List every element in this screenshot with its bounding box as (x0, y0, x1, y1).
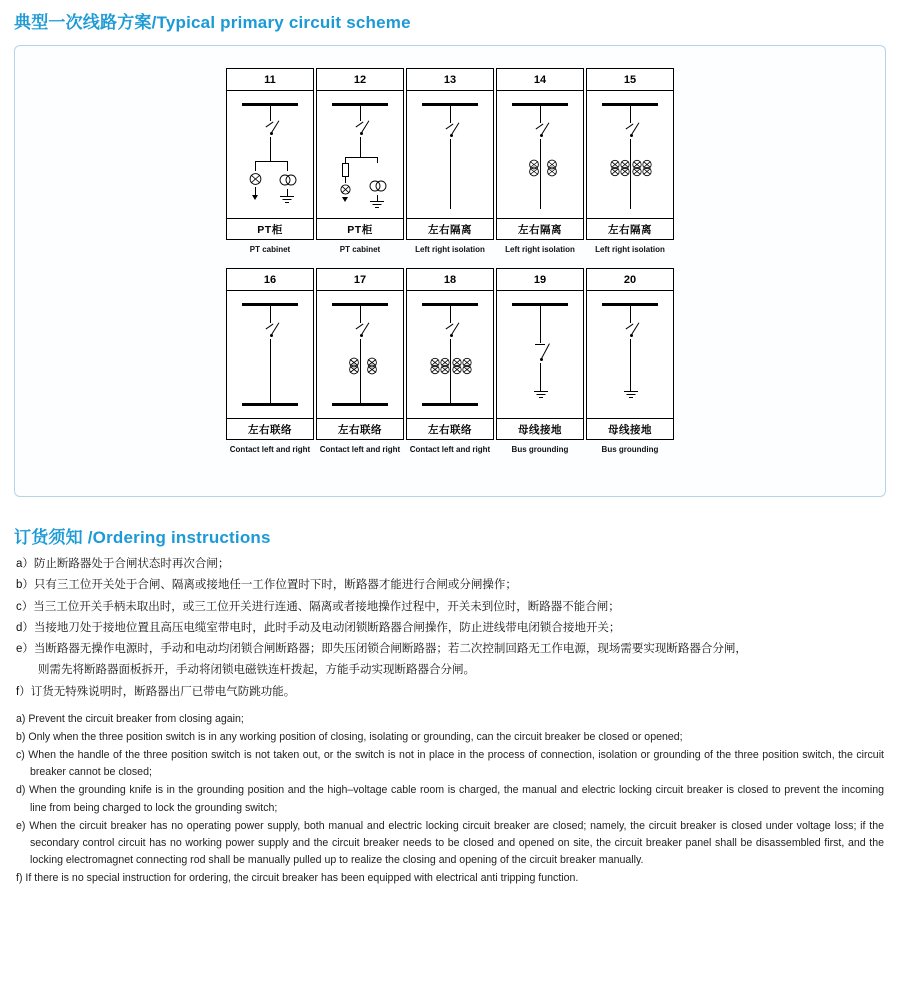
scheme-row (226, 68, 674, 258)
cell-label-cn: 母线接地 (496, 418, 584, 440)
item-text: 订货无特殊说明时，断路器出厂已带电气防跳功能。 (30, 685, 296, 698)
cell-diagram-pt-fuse (316, 90, 404, 218)
cell-diagram-iso-ct4 (586, 90, 674, 218)
cell-label-cn: 左右隔离 (406, 218, 494, 240)
ordering-en-item: f) If there is no special instruction for ordering, the circuit breaker has been equipped with electrical anti tripping function. (16, 872, 579, 885)
cell-diagram-bus-gnd-a (496, 290, 584, 418)
cell-number: 14 (496, 68, 584, 90)
cell-label-en: Contact left and right (319, 444, 401, 454)
scheme-cell (496, 268, 584, 458)
ordering-en-item: d) When the grounding knife is in the grounding position and the high–voltage cable room is charged, the manual and electric locking circuit breaker is closed to prevent the incoming line from being charged to lock the grounding switch; (16, 784, 884, 814)
scheme-cell (406, 68, 494, 258)
scheme-cell (406, 268, 494, 458)
scheme-cell (586, 68, 674, 258)
cell-diagram-iso-ct2 (496, 90, 584, 218)
scheme-cell (226, 68, 314, 258)
cell-label-en: Bus grounding (511, 444, 569, 454)
item-text: 当三工位开关手柄未取出时，或三工位开关进行连通、隔离或者接地操作过程中，开关未到位时，断路器不能合闸； (33, 600, 620, 613)
cell-label-en: PT cabinet (339, 244, 381, 254)
cell-diagram-bus-gnd-b (586, 290, 674, 418)
cell-number: 15 (586, 68, 674, 90)
ordering-cn-item (16, 554, 884, 575)
item-text: 防止断路器处于合闸状态时再次合闸； (33, 558, 230, 570)
cell-diagram-link-single (226, 290, 314, 418)
item-marker: a） (16, 558, 34, 570)
scheme-cell (316, 268, 404, 458)
cell-label-cn: 左右联络 (406, 418, 494, 440)
cell-label-en: Left right isolation (415, 244, 485, 254)
cell-label-en: Contact left and right (229, 444, 311, 454)
cell-diagram-iso-single (406, 90, 494, 218)
scheme-cell (316, 68, 404, 258)
cell-label-cn: PT柜 (226, 218, 314, 240)
cell-number: 16 (226, 268, 314, 290)
scheme-diagram-box (14, 45, 886, 497)
ordering-en-list (0, 703, 900, 888)
cell-number: 20 (586, 268, 674, 290)
item-marker: b） (16, 579, 34, 592)
cell-label-cn: 左右隔离 (496, 218, 584, 240)
scheme-cell (496, 68, 584, 258)
item-text-continued: 则需先将断路器面板拆开，手动将闭锁电磁铁连杆拨起，方能手动实现断路器合分闸。 (38, 664, 475, 677)
ordering-cn-item (16, 575, 884, 596)
item-text: 当接地刀处于接地位置且高压电缆室带电时，此时手动及电动闭锁断路器合闸操作，防止进线带电闭锁合接地开关； (33, 621, 621, 634)
cell-label-cn: 母线接地 (586, 418, 674, 440)
cell-number: 19 (496, 268, 584, 290)
ordering-cn-item (16, 597, 884, 618)
cell-number: 11 (226, 68, 314, 90)
cell-label-cn: 左右联络 (316, 418, 404, 440)
scheme-cell (586, 268, 674, 458)
scheme-title-en: /Typical primary circuit scheme (151, 13, 411, 32)
cell-number: 18 (406, 268, 494, 290)
cell-label-en: Bus grounding (601, 444, 659, 454)
ordering-cn-item (16, 639, 884, 682)
ordering-en-item: c) When the handle of the three position switch is not taken out, or the switch is not in place in the process of connection, isolation or grounding of the three position switch, the circuit breaker cannot be closed; (16, 749, 884, 779)
ordering-cn-list (0, 554, 900, 703)
cell-number: 17 (316, 268, 404, 290)
ordering-title-en: /Ordering instructions (87, 528, 271, 547)
scheme-title-cn: 典型一次线路方案 (14, 13, 152, 32)
ordering-section-title (0, 523, 900, 554)
item-marker: c） (16, 600, 34, 613)
item-text: 只有三工位开关处于合闸、隔离或接地任一工作位置时下时，断路器才能进行合闸或分闸操作； (33, 579, 517, 592)
cell-diagram-pt-single (226, 90, 314, 218)
scheme-section-title (0, 0, 900, 41)
cell-label-en: Contact left and right (409, 444, 491, 454)
item-marker: f） (16, 685, 31, 698)
cell-label-cn: PT柜 (316, 218, 404, 240)
ordering-cn-item (16, 682, 884, 703)
cell-label-en: Left right isolation (505, 244, 575, 254)
ordering-title-cn: 订货须知 (14, 528, 83, 547)
cell-diagram-link-ct4 (406, 290, 494, 418)
item-marker: d） (16, 621, 34, 634)
cell-label-en: PT cabinet (249, 244, 291, 254)
cell-diagram-link-ct2 (316, 290, 404, 418)
item-text: 当断路器无操作电源时，手动和电动均闭锁合闸断路器；即失压闭锁合闸断路器；若二次控制回路无工作电源，现场需要实现断路器合分闸， (33, 643, 747, 656)
cell-number: 13 (406, 68, 494, 90)
item-marker: e） (16, 643, 34, 656)
ordering-cn-item (16, 618, 884, 639)
cell-number: 12 (316, 68, 404, 90)
scheme-row (226, 268, 674, 458)
cell-label-cn: 左右联络 (226, 418, 314, 440)
scheme-cell (226, 268, 314, 458)
cell-label-en: Left right isolation (595, 244, 665, 254)
ordering-en-item: b) Only when the three position switch is in any working position of closing, isolating or grounding, can the circuit breaker be closed or opened; (16, 731, 683, 744)
scheme-grid (15, 68, 885, 458)
ordering-en-item: a) Prevent the circuit breaker from closing again; (16, 712, 244, 725)
cell-label-cn: 左右隔离 (586, 218, 674, 240)
ordering-en-item: e) When the circuit breaker has no operating power supply, both manual and electric locking circuit breaker are closed; namely, the circuit breaker is closed under voltage loss; if the secondary control circuit has no working power supply and the circuit breaker needs to be closed and opened on site, the circuit breaker panel shall be disassembled first, and the locking electromagnet connecting rod shall be manually pulled up to realize the closing and opening of the circuit breaker manually. (16, 819, 884, 867)
